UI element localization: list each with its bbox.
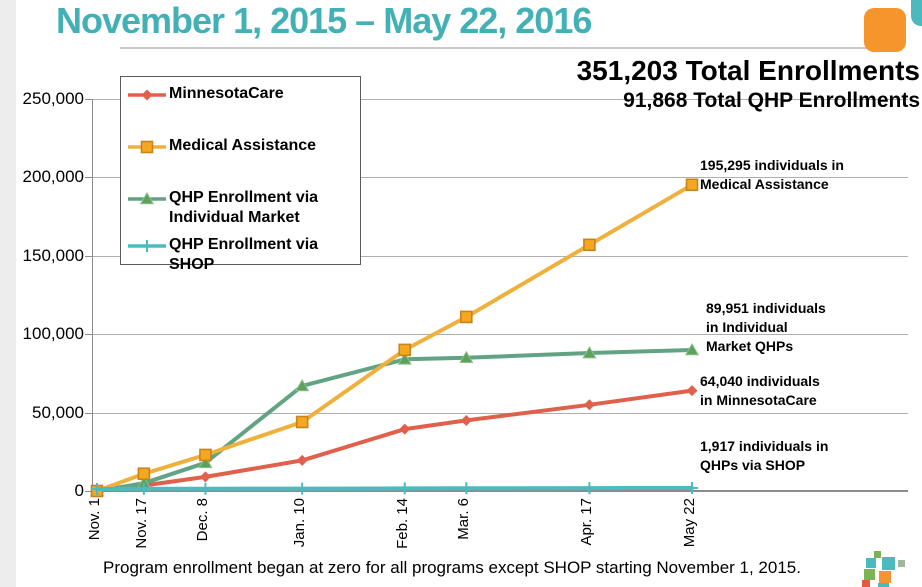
diamond-marker-icon bbox=[127, 85, 169, 110]
legend-item-label: QHP Enrollment via SHOP bbox=[169, 236, 319, 273]
series-line bbox=[97, 488, 692, 489]
series-annotation: 1,917 individuals in QHPs via SHOP bbox=[700, 438, 829, 473]
y-tick bbox=[85, 334, 92, 335]
legend-item bbox=[127, 84, 356, 110]
series-annotation: 89,951 individuals in Individual Market QHPs bbox=[706, 300, 826, 354]
total-enrollments: 351,203 Total Enrollments bbox=[576, 55, 920, 86]
x-axis-tick-label: Mar. 6 bbox=[455, 498, 473, 540]
x-axis-tick-label: Apr. 17 bbox=[578, 498, 596, 546]
triangle-marker-icon bbox=[127, 189, 169, 214]
series-annotation: 64,040 individuals in MinnesotaCare bbox=[700, 373, 820, 408]
totals-block bbox=[577, 56, 920, 113]
x-axis-tick-label: Nov. 1 bbox=[86, 498, 103, 541]
page-title: November 1, 2015 – May 22, 2016 bbox=[56, 0, 592, 41]
legend-item-label: Medical Assistance bbox=[169, 137, 317, 154]
y-axis-tick-label: 0 bbox=[74, 481, 84, 500]
chart-legend bbox=[120, 76, 361, 273]
y-tick bbox=[85, 256, 92, 257]
legend-item-label: QHP Enrollment via Individual Market bbox=[169, 189, 319, 226]
y-tick bbox=[85, 177, 92, 178]
x-axis-tick-label: Nov. 17 bbox=[132, 498, 150, 549]
total-qhp-enrollments: 91,868 Total QHP Enrollments bbox=[623, 89, 920, 112]
y-axis-tick-label: 150,000 bbox=[22, 245, 84, 265]
y-tick bbox=[85, 413, 92, 414]
y-axis-tick-label: 50,000 bbox=[32, 402, 84, 422]
square-marker-icon bbox=[127, 137, 169, 162]
x-axis-tick-label: Dec. 8 bbox=[194, 498, 212, 542]
series-line bbox=[97, 350, 692, 491]
y-axis-tick-label: 250,000 bbox=[22, 89, 84, 108]
y-tick bbox=[85, 99, 92, 100]
legend-item-label: MinnesotaCare bbox=[169, 85, 284, 102]
legend-item bbox=[127, 188, 356, 228]
series-annotation: 195,295 individuals in Medical Assistance bbox=[700, 157, 844, 192]
plus-marker-icon bbox=[127, 236, 169, 261]
footnote: Program enrollment began at zero for all programs except SHOP starting November 1, 2015. bbox=[103, 558, 801, 577]
legend-item bbox=[127, 235, 356, 275]
y-axis-tick-label: 200,000 bbox=[22, 167, 84, 187]
legend-item bbox=[127, 136, 356, 162]
y-axis-tick-label: 100,000 bbox=[22, 324, 84, 344]
series-line bbox=[97, 391, 692, 491]
x-axis-tick-label: May 22 bbox=[681, 498, 698, 548]
x-axis-tick-label: Jan. 10 bbox=[291, 498, 309, 548]
x-axis-tick-label: Feb. 14 bbox=[393, 498, 411, 549]
